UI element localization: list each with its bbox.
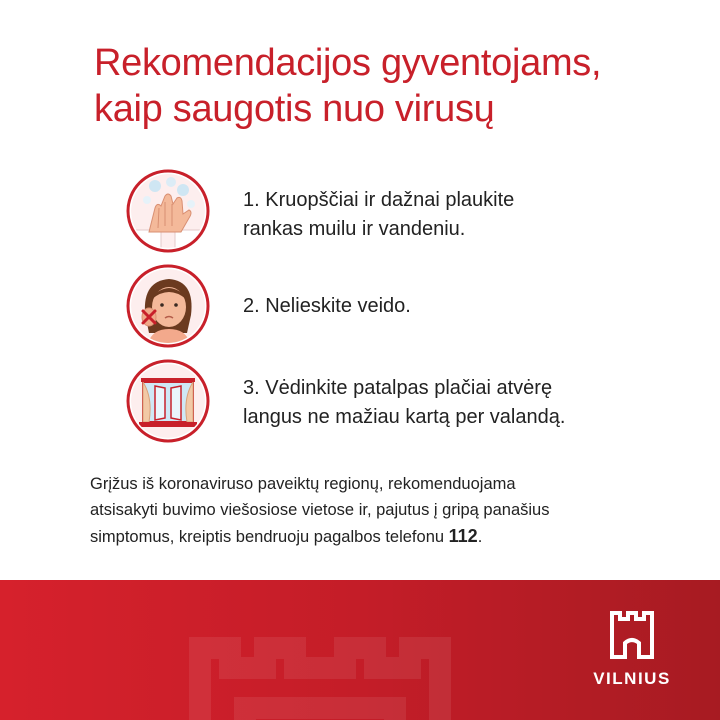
recommendation-line: 1. Kruopščiai ir dažnai plaukite xyxy=(243,189,515,211)
note-line-3 xyxy=(90,523,650,550)
page-title xyxy=(94,40,674,132)
recommendation-text xyxy=(243,374,565,432)
recommendation-item xyxy=(125,168,685,258)
note-line-2: atsisakyti buvimo viešosiose vietose ir, pajutus į gripą panašius xyxy=(90,501,550,519)
logo-wordmark: VILNIUS xyxy=(593,669,671,688)
note-line-1: Grįžus iš koronaviruso paveiktų regionų, rekomenduojama xyxy=(90,475,516,493)
recommendation-item xyxy=(125,263,685,353)
open-window-icon xyxy=(125,358,211,444)
advisory-note xyxy=(90,471,650,550)
recommendation-line: 2. Nelieskite veido. xyxy=(243,295,411,317)
face-no-touch-icon xyxy=(125,263,211,349)
castle-watermark-icon xyxy=(170,598,470,720)
recommendation-line: rankas muilu ir vandeniu. xyxy=(243,218,466,240)
title-line-2: kaip saugotis nuo virusų xyxy=(94,88,495,130)
tower-icon xyxy=(609,609,655,661)
recommendation-item xyxy=(125,358,685,448)
hand-washing-icon xyxy=(125,168,211,254)
title-line-1: Rekomendacijos gyventojams, xyxy=(94,42,602,84)
recommendation-line: 3. Vėdinkite patalpas plačiai atvėrę xyxy=(243,377,553,399)
recommendation-text xyxy=(243,292,411,321)
note-line-3-text: simptomus, kreiptis bendruoju pagalbos telefonu xyxy=(90,528,449,546)
recommendation-text xyxy=(243,186,514,244)
note-line-3-suffix: . xyxy=(477,528,483,546)
recommendation-line: langus ne mažiau kartą per valandą. xyxy=(243,406,566,428)
vilnius-logo xyxy=(582,609,682,693)
emergency-phone-number: 112 xyxy=(448,526,478,546)
